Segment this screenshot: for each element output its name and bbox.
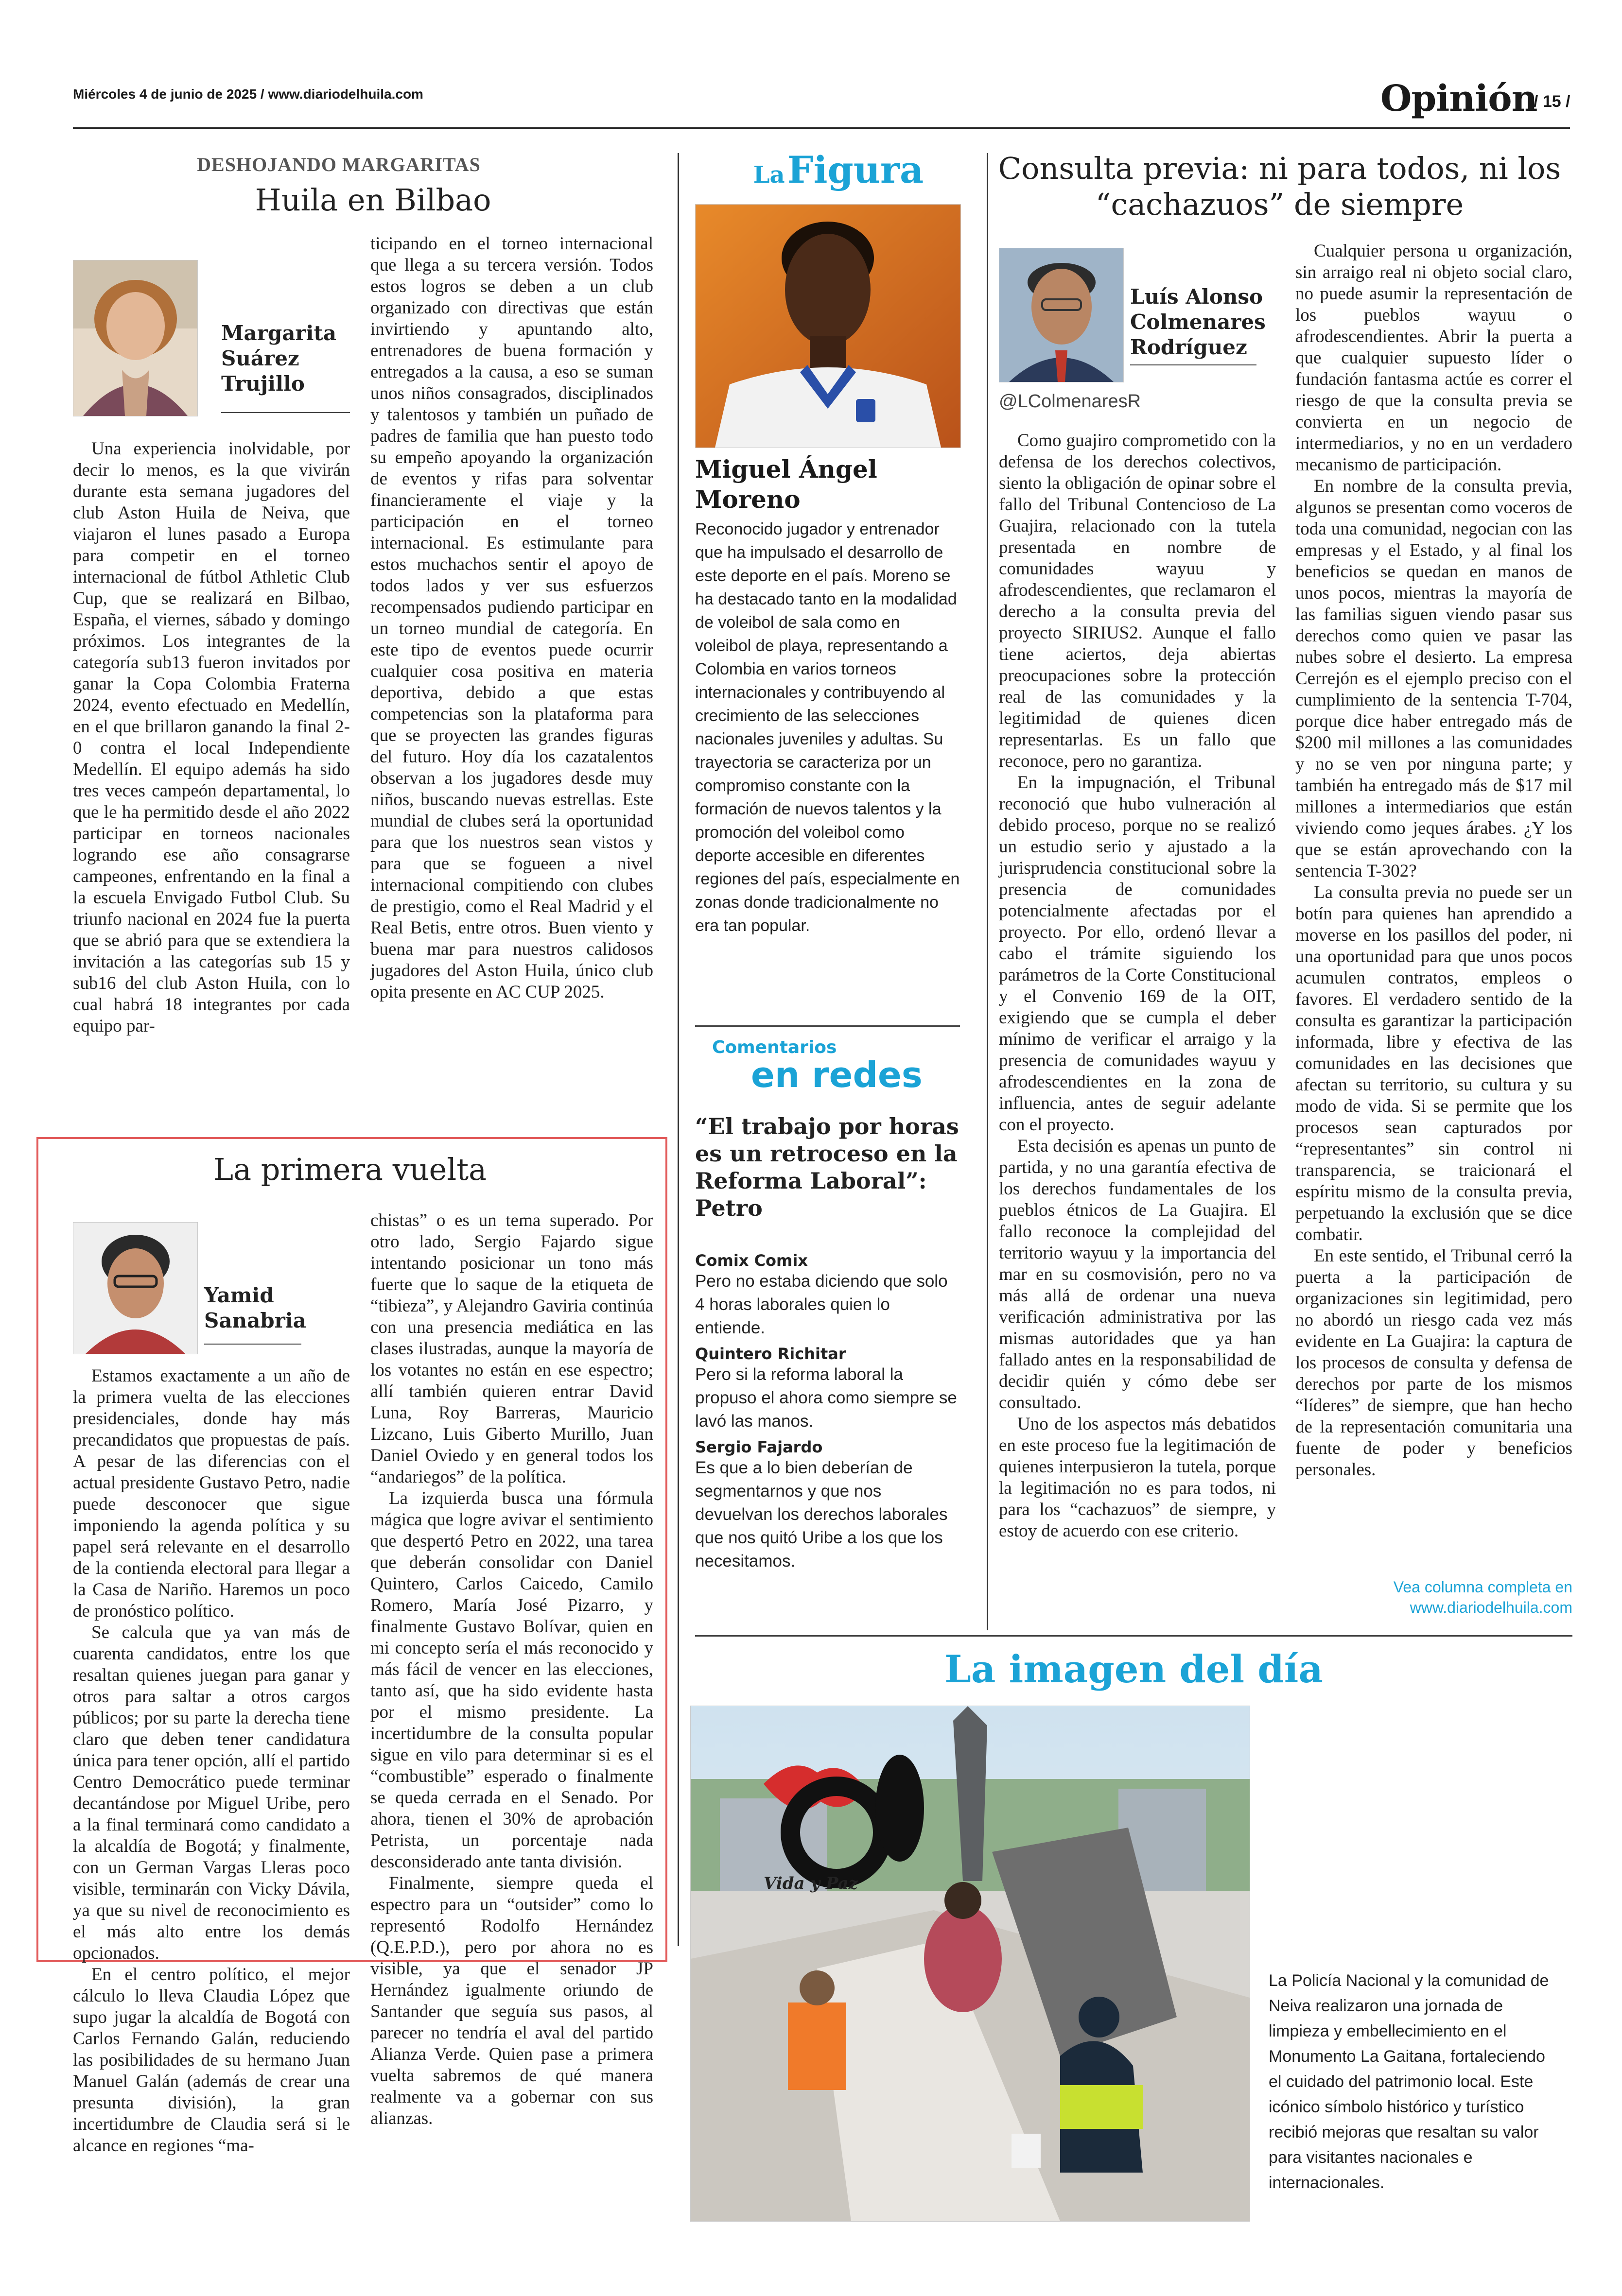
redes-label-big: en redes — [751, 1054, 923, 1095]
redes-comments — [695, 1246, 960, 1573]
paragraph: Esta decisión es apenas un punto de partida, y no una garantía efectiva de los derechos fundamentales de los pueblos étnicos de La Guajira. El fallo reconoce la complejidad del territorio wayuu y la importancia del mar en su cosmovisión, pero no va más allá de ordenar una nueva verificación administrativa por las mismas autoridades que ya han fallado antes en la responsabilidad de decidir quién y cómo debe ser consultado. — [999, 1136, 1276, 1413]
article1-author — [221, 321, 336, 397]
author-photo-margarita — [73, 260, 198, 416]
author-line: Colmenares — [1130, 310, 1266, 334]
paragraph: Una experiencia inolvidable, por decir lo menos, es la que vivirán durante esta semana jugadores del club Aston Huila de Neiva, que viajaron el lunes pasado a Europa para competir en el torneo internacional de fútbol Athletic Club Cup, que se realizará en Bilbao, España, el viernes, sábado y domingo próximos. Los integrantes de la categoría sub13 fueron invitados por ganar la Copa Colombia Fraterna 2024, evento efectuado en Medellín, en el que brillaron ganando la final 2-0 contra el local Independiente Medellín. El equipo además ha sido tres veces campeón departamental, lo que le ha permitido desde el año 2022 participar en torneos nacionales logrando ese año consagrarse campeones, enfrentando en la final a la escuela Envigado Futbol Club. Su triunfo nacional en 2024 fue la puerta que se abrió para que se extendiera la invitación a las categorías sub 15 y sub16 del club Aston Huila, con lo cual habrá 18 integrantes por cada equipo par- — [73, 439, 350, 1036]
author-line: Rodríguez — [1130, 335, 1247, 359]
paragraph: Finalmente, siempre queda el espectro para un “outsider” como lo representó Rodolfo Hernández (Q.E.P.D.), pero por ahora no es visible, ya que el senador JP Hernández igualmente oriundo de Santander que seguía sus pasos, al parecer no tendría el aval del partido Alianza Verde. Quien pase a primera vuelta sabremos de qué manera realmente va a gobernar con sus alianzas. — [370, 1873, 653, 2128]
paragraph: Reconocido jugador y entrenador que ha impulsado el desarrollo de este deporte en el país. Moreno se ha destacado tanto en la modalidad de voleibol de sala como en voleibol de playa, representando a Colombia en varios torneos internacionales y contribuyendo al crecimiento de las selecciones nacionales juveniles y adultas. Su trayectoria se caracteriza por un compromiso constante con la formación de nuevos talentos y la promoción del voleibol como deporte accesible en diferentes regiones del país, especialmente en zonas donde tradicionalmente no era tan popular. — [695, 520, 960, 935]
comment-text: Pero si la reforma laboral la propuso el ahora como siempre se lavó las manos. — [695, 1365, 957, 1431]
name-line: Miguel Ángel — [695, 455, 877, 483]
title-line: Consulta previa: ni para todos, ni los — [998, 151, 1561, 186]
paragraph: La consulta previa no puede ser un botín para quienes han aprendido a moverse en los pasillos del poder, ni una oportunidad para que unos pocos acumulen contratos, empleos o favores. El verdadero sentido de la consulta es garantizar la participación informada, libre y efectiva de las comunidades en las decisiones que afectan su territorio, su cultura y su modo de vida. Si se permite que los procesos sean capturados por “representantes” sin control ni transparencia, se traicionará el espíritu mismo de la consulta previa, perpetuando la exclusión que se dice combatir. — [1295, 882, 1572, 1244]
paragraph: ticipando en el torneo internacional que llega a su tercera versión. Todos estos logros se deben a un club organizado con directivas que están invirtiendo y apuntando alto, entrenadores de buena formación y entregados a la causa, a eso se suman unos niños consagrados, disciplinados y talentosos y también un puñado de padres de familia que han puesto todo su empeño apoyando la organización de eventos y rifas para solventar financieramente el viaje y la participación en el torneo internacional. Es estimulante para estos muchachos sentir el apoyo de todos lados y ver sus esfuerzos recompensados pudiendo participar en un torneo mundial de categoría. En este tipo de eventos puede ocurrir cualquier cosa positiva en materia deportiva, debido a que estas competencias son la plataforma para que se proyecten las grandes figuras del futuro. Hoy día los cazatalentos observan a los jugadores desde muy niños, buscando nuevas estrellas. Este mundial de clubes será la oportunidad para que los nuestros sean vistos y para que se fogueen a nivel internacional compitiendo con clubes de prestigio, como el Real Madrid y el Real Betis, entre otros. Buen viento y buena mar para nuestros calidosos jugadores del Aston Huila, único club opita presente en AC CUP 2025. — [370, 234, 653, 1002]
comment-user: Sergio Fajardo — [695, 1438, 823, 1456]
redes-quote: “El trabajo por horas es un retroceso en la Reforma Laboral”: Petro — [695, 1113, 959, 1221]
article3-author — [1130, 284, 1266, 360]
name-line: Moreno — [695, 485, 801, 514]
paragraph: Uno de los aspectos más debatidos en este proceso fue la legitimación de quienes interpusieron la tutela, porque la legitimación no es para todos, ni para los “cachazuos” de siempre, y estoy de acuerdo con ese criterio. — [999, 1414, 1276, 1541]
article2-column-2 — [370, 1210, 653, 2129]
author-rule — [204, 1344, 301, 1345]
author-photo-yamid — [73, 1222, 198, 1354]
portrait-icon — [73, 260, 197, 416]
portrait-icon — [73, 1223, 197, 1354]
author-line: Trujillo — [221, 372, 305, 396]
paragraph: Se calcula que ya van más de cuarenta candidatos, entre los que resaltan quienes juegan para ganar y otros para saltar a otros cargos públicos; por su parte la derecha tiene claro que deben tener candidatura única para tener opción, allí el partido Centro Democrático puede terminar decantándose por Miguel Uribe, pero a la final terminará como candidato a la alcaldía de Bogotá; y finalmente, con un German Vargas Lleras poco visible, terminarán con Vicky Dávila, ya que su nivel de reconocimiento es el más alto entre los demás opcionados. — [73, 1623, 350, 1963]
author-rule — [1130, 364, 1256, 365]
article3-title — [989, 151, 1570, 223]
figura-heading — [693, 148, 984, 191]
author-line: Yamid — [204, 1283, 274, 1307]
author-line: Suárez — [221, 346, 299, 370]
full-column-link[interactable] — [1295, 1577, 1572, 1618]
paragraph: En este sentido, el Tribunal cerró la puerta a la participación de organizaciones sin legitimidad, pero no abordó un riesgo cada vez más evidente en La Guajira: la captura de los procesos de consulta y defensa de derechos por parte de los mismos “líderes” de siempre, que han hecho de la representación comunitaria una fuente de poder y beneficios personales. — [1295, 1246, 1572, 1480]
imagen-caption — [1269, 1968, 1560, 2195]
imagen-top-rule — [695, 1635, 1572, 1637]
author-rule — [221, 412, 350, 413]
author-line: Margarita — [221, 321, 337, 345]
portrait-icon — [999, 248, 1123, 382]
imagen-photo — [690, 1706, 1250, 2222]
paragraph: chistas” o es un tema superado. Por otro lado, Sergio Fajardo sigue intentando posicionar un tono más fuerte que lo saque de la etiqueta de “tibieza”, y Alejandro Gaviria continúa con una presencia mediática en las clases ilustradas, aunque la mayoría de los votantes no están en ese espectro; allí también quieren entrar David Luna, Roy Barreras, Mauricio Lizcano, Luis Giberto Murillo, Juan Daniel Oviedo y en general todos los “andariegos” de la política. — [370, 1210, 653, 1487]
paragraph: Como guajiro comprometido con la defensa de los derechos colectivos, siento la obligación de opinar sobre el fallo del Tribunal Contencioso de La Guajira, relacionado con la tutela presentada en nombre de comunidades wayuu y afrodescendientes, que reclamaron el derecho a la consulta previa del proyecto SIRIUS2. Aunque el fallo tiene aciertos, deja abiertas preocupaciones sobre la protección real de las comunidades y la legitimidad de quienes dicen representarlas. Es un fallo que reconoce, pero no garantiza. — [999, 431, 1276, 771]
redes-label-small: Comentarios — [712, 1037, 837, 1057]
comment-user: Quintero Richitar — [695, 1345, 846, 1363]
article1-kicker: DESHOJANDO MARGARITAS — [197, 154, 481, 175]
author-line: Luís Alonso — [1130, 285, 1263, 309]
article2-column-1 — [73, 1365, 350, 2157]
column-divider-right — [987, 153, 988, 1630]
article1-column-2 — [370, 233, 653, 1003]
paragraph: En nombre de la consulta previa, algunos se presentan como voceros de toda una comunidad, negocian con las empresas y el Estado, y al final los beneficios se quedan en manos de unos pocos, mientras la mayoría de las familias siguen viendo pasar sus derechos como quien ve pasar las nubes sobre el desierto. La empresa Cerrejón es el ejemplo preciso con el cumplimiento de la sentencia T-704, porque dice haber entregado más de $200 mil millones a las comunidades y no se ven por ninguna parte; y también ha entregado más de $17 mil millones a intermediarios que están viviendo como jeques árabes. ¿Y los que se están aprovechando con la sentencia T-302? — [1295, 476, 1572, 881]
article2-author — [204, 1283, 306, 1333]
header-rule — [73, 127, 1570, 129]
column-divider-left — [678, 153, 679, 1946]
figura-name — [695, 454, 877, 515]
section-title: Opinión — [1380, 78, 1537, 120]
link-line: Vea columna completa en — [1393, 1578, 1572, 1596]
comment-text: Es que a lo bien deberían de segmentarnos y que nos devuelvan los derechos laborales que nos quitó Uribe a los que los necesitamos. — [695, 1458, 948, 1571]
imagen-title: La imagen del día — [944, 1647, 1323, 1692]
link-line: www.diariodelhuila.com — [1410, 1599, 1572, 1616]
figura-label-figura: Figura — [787, 148, 924, 191]
figura-label-la: La — [753, 161, 785, 189]
article1-column-1 — [73, 438, 350, 1037]
comment-user: Comix Comix — [695, 1251, 808, 1270]
author-photo-luis — [999, 248, 1124, 382]
monument-cleaning-scene-icon — [691, 1706, 1250, 2221]
figura-photo — [695, 204, 961, 448]
article3-column-2 — [1295, 241, 1572, 1481]
figura-bottom-rule — [695, 1025, 960, 1027]
paragraph: En la impugnación, el Tribunal reconoció que hubo vulneración al debido proceso, porque no se realizó un estudio serio y ajustado a la jurisprudencia constitucional sobre la presencia de comunidades potencialmente afectadas por el proyecto. Por ello, ordenó llevar a cabo el trámite siguiendo los parámetros de la Corte Constitucional y el Convenio 169 de la OIT, exigiendo que se cumpla el deber mínimo de verificar el arraigo y la presencia de comunidades wayuu y afrodescendientes en la zona de influencia, antes de seguir adelante con el proyecto. — [999, 773, 1276, 1135]
article3-column-1 — [999, 430, 1276, 1542]
comment-text: Pero no estaba diciendo que solo 4 horas laborales quien lo entiende. — [695, 1272, 948, 1337]
author-line: Sanabria — [204, 1309, 306, 1332]
paragraph: En el centro político, el mejor cálculo lo lleva Claudia López que supo jugar la alcaldía de Bogotá con Carlos Fernando Galán, reduciendo las posibilidades de su hermano Juan Manuel Galán (además de crear una presunta división), la gran incertidumbre de Claudia será si le alcance en regiones “ma- — [73, 1965, 350, 2156]
player-portrait-icon — [696, 205, 960, 448]
monument-sign-text: Vida y Paz — [764, 1874, 858, 1893]
paragraph: Cualquier persona u organización, sin arraigo real ni objeto social claro, no puede asumir la representación de los pueblos wayuu o afrodescendientes. Abrir la puerta a que cualquier supuesto líder o fundación fantasma actúe es correr el riesgo de que la consulta previa se convierta en un negocio de intermediarios, y no en un verdadero mecanismo de participación. — [1295, 241, 1572, 475]
header-date-site: Miércoles 4 de junio de 2025 / www.diariodelhuila.com — [73, 86, 423, 102]
paragraph: La Policía Nacional y la comunidad de Neiva realizaron una jornada de limpieza y embellecimiento en el Monumento La Gaitana, fortaleciendo el cuidado del patrimonio local. Este icónico símbolo histórico y turístico recibió mejoras que resaltan su valor para visitantes nacionales e internacionales. — [1269, 1971, 1549, 2192]
paragraph: La izquierda busca una fórmula mágica que logre avivar el sentimiento que despertó Petro en 2022, una tarea que deberán consolidar con Daniel Quintero, Carlos Caicedo, Camilo Romero, María José Pizarro, y finalmente Gustavo Bolívar, quien en mi concepto sería el más reconocido y más fácil de vencer en las elecciones, tanto así, que ha sido evidente hasta por el mismo presidente. La incertidumbre de la consulta popular sigue en vilo para determinar si es el “combustible” esperado o finalmente se queda cerrada en el Senado. Por ahora, tienen el 30% de aprobación Petrista, un porcentaje nada desconsiderado ante tanta división. — [370, 1488, 653, 1872]
article2-title: La primera vuelta — [213, 1152, 487, 1187]
figura-body — [695, 518, 960, 937]
author-handle: @LColmenaresR — [999, 391, 1141, 412]
article1-title: Huila en Bilbao — [255, 182, 491, 218]
title-line: “cachazuos” de siempre — [1095, 187, 1464, 222]
page-number: / 15 / — [1534, 92, 1570, 111]
paragraph: Estamos exactamente a un año de la primera vuelta de las elecciones presidenciales, donde hay más precandidatos que propuestas de país. A pesar de las diferencias con el actual presidente Gustavo Petro, nadie puede desconocer que sigue imponiendo la agenda política y su papel será relevante en el desarrollo de la contienda electoral para llegar a la Casa de Nariño. Haremos un poco de pronóstico político. — [73, 1366, 350, 1621]
